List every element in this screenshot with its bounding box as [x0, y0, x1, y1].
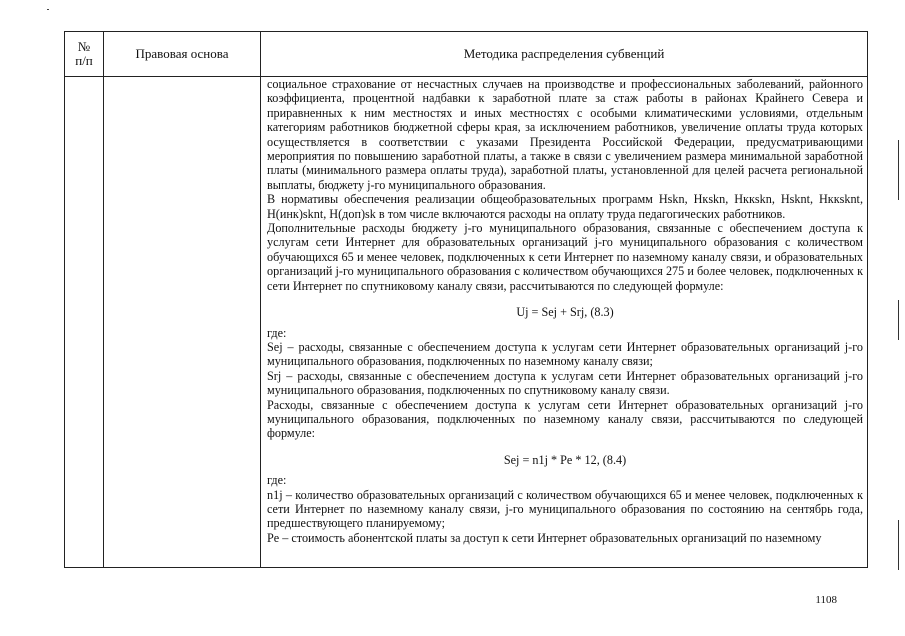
- formula-8-3: Uj = Sej + Srj, (8.3): [516, 305, 614, 320]
- where-label: где:: [267, 325, 287, 340]
- scan-edge-mark: [898, 520, 899, 570]
- paragraph: В нормативы обеспечения реализации общеобразовательных программ Hskn, Нкskn, Нккskn, Hsknt, Нккsknt, Н(инк)sknt, Н(доп)sk в том числе включаются расходы на оплату труда педагогических работников.: [267, 192, 863, 221]
- column-divider: [103, 32, 104, 567]
- subvention-table: [64, 31, 868, 568]
- header-methodology: Методика распределения субвенций: [463, 46, 665, 61]
- definition-n1: n1j – количество образовательных организаций с количеством обучающихся 65 и менее человек, подключенных к сети Интернет по наземному каналу связи, j-го муниципального образования по состоянию на сентябрь года, предшествующего планируемому;: [267, 487, 863, 531]
- paragraph: Дополнительные расходы бюджету j-го муниципального образования, связанные с обеспечением доступа к услугам сети Интернет для образовательных организаций j-го муниципального образования с количеством обучающихся 65 и менее человек, подключенных к сети Интернет по наземному каналу связи, и образовательных организаций j-го муниципального образования с количеством обучающихся 275 и более человек, подключенных к сети Интернет по спутниковому каналу связи, рассчитываются по следующей формуле:: [267, 221, 863, 293]
- methodology-text: [267, 77, 863, 545]
- definition-pe: Pe – стоимость абонентской платы за доступ к сети Интернет образовательных организаций по наземному: [267, 530, 822, 545]
- paragraph: Расходы, связанные с обеспечением доступа к услугам сети Интернет образовательных организаций j-го муниципального образования, подключенных по наземному каналу связи, рассчитываются по следующей формуле:: [267, 397, 863, 441]
- definition-sr: Srj – расходы, связанные с обеспечением доступа к услугам сети Интернет образовательных организаций j-го муниципального образования, подключенных по спутниковому каналу связи.: [267, 368, 863, 398]
- header-legal-basis: Правовая основа: [135, 46, 229, 61]
- page-number: 1108: [815, 594, 837, 606]
- paragraph: социальное страхование от несчастных случаев на производстве и профессиональных заболеваний, районного коэффициента, процентной надбавки к заработной плате за стаж работы в районах Крайнего Севера и приравненных к ним местностях и иных местностях с особыми климатическими условиями, отдельным категориям работников бюджетной сферы края, за исключением работников, увеличение оплаты труда которых осуществляется в соответствии с указами Президента Российской Федерации, предусматривающими мероприятия по повышению заработной платы, а также в связи с увеличением размера минимальной заработной платы (минимального размера оплаты труда), заработной платы, установленной для целей расчета региональной выплаты, бюджету j-го муниципального образования.: [267, 77, 863, 192]
- definition-se: Sej – расходы, связанные с обеспечением доступа к услугам сети Интернет образовательных организаций j-го муниципального образования, подключенных по наземному каналу связи;: [267, 339, 863, 369]
- scan-edge-mark: [898, 140, 899, 200]
- scan-dot: [47, 9, 49, 10]
- column-divider: [260, 32, 261, 567]
- formula-8-4: Sej = n1j * Pe * 12, (8.4): [503, 452, 627, 467]
- scan-edge-mark: [898, 300, 899, 340]
- header-number: № п/п: [75, 39, 93, 68]
- where-label: где:: [267, 473, 287, 488]
